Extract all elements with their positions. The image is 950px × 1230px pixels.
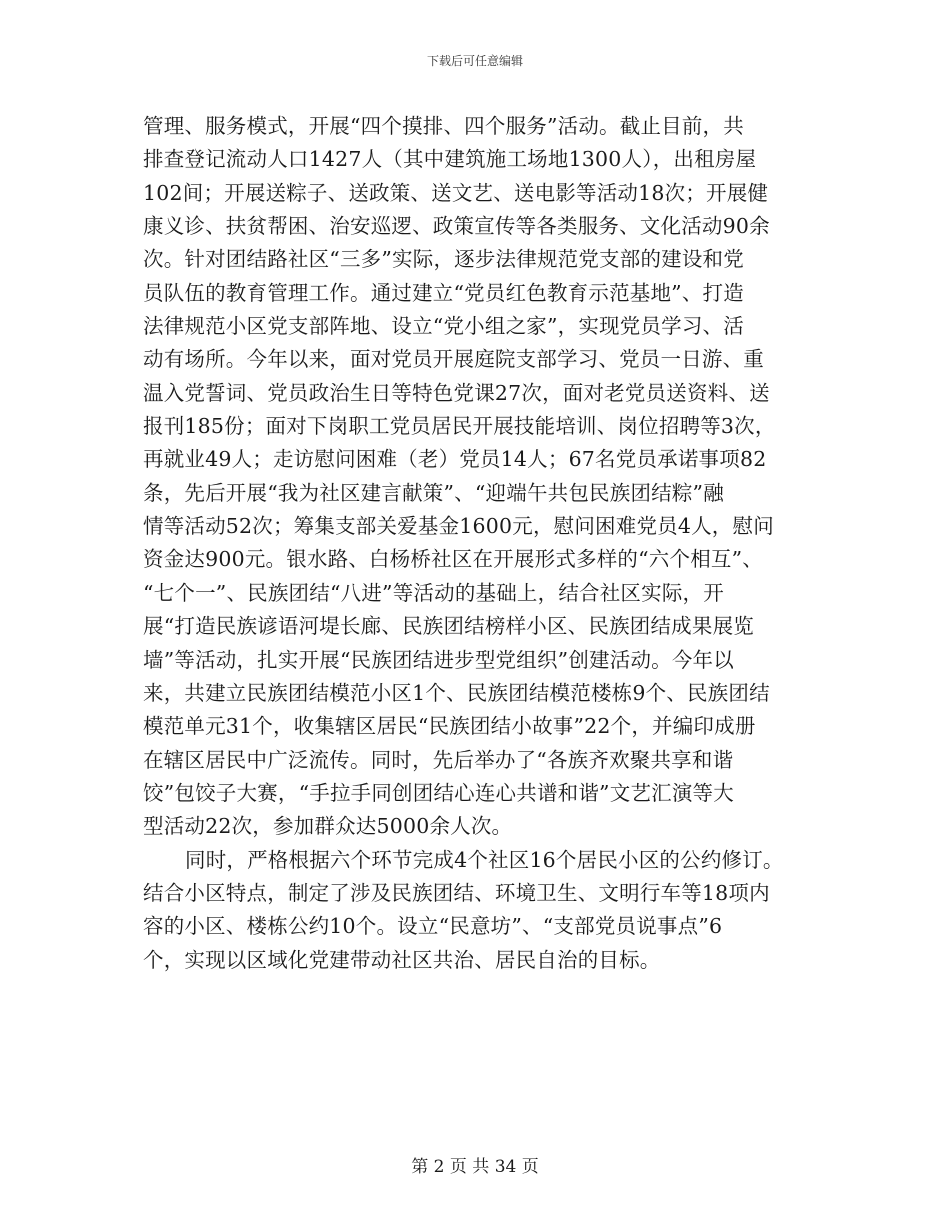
text-line: 展“打造民族谚语河堤长廊、民族团结榜样小区、民族团结成果展览 (143, 614, 754, 639)
text-line: 102间；开展送粽子、送政策、送文艺、送电影等活动18次；开展健 (143, 180, 769, 205)
paragraph-1 (143, 110, 823, 844)
text-line: 动有场所。今年以来，面对党员开展庭院支部学习、党员一日游、重 (143, 347, 764, 372)
text-line: 结合小区特点，制定了涉及民族团结、环境卫生、文明行车等18项内 (143, 880, 770, 905)
text-line: 情等活动52次；筹集支部关爱基金1600元，慰问困难党员4人，慰问 (143, 514, 774, 539)
text-line: “七个一”、民族团结“八进”等活动的基础上，结合社区实际，开 (143, 580, 724, 605)
text-line: 容的小区、楼栋公约10个。设立“民意坊”、“支部党员说事点”6 (143, 914, 723, 939)
text-line: 条，先后开展“我为社区建言献策”、“迎端午共包民族团结粽”融 (143, 480, 724, 505)
text-line: 同时，严格根据六个环节完成4个社区16个居民小区的公约修订。 (185, 847, 784, 872)
text-line: 个，实现以区域化党建带动社区共治、居民自治的目标。 (143, 947, 661, 972)
text-line: 在辖区居民中广泛流传。同时，先后举办了“各族齐欢聚共享和谐 (143, 747, 734, 772)
text-line: 来，共建立民族团结模范小区1个、民族团结模范楼栋9个、民族团结 (143, 680, 770, 705)
text-line: 员队伍的教育管理工作。通过建立“党员红色教育示范基地”、打造 (143, 280, 744, 305)
text-line: 报刊185份；面对下岗职工党员居民开展技能培训、岗位招聘等3次， (143, 414, 776, 439)
document-body (143, 110, 823, 977)
text-line: 温入党誓词、党员政治生日等特色党课27次，面对老党员送资料、送 (143, 380, 770, 405)
text-line: 排查登记流动人口1427人（其中建筑施工场地1300人），出租房屋 (143, 147, 757, 172)
text-line: 再就业49人；走访慰问困难（老）党员14人；67名党员承诺事项82 (143, 447, 767, 472)
text-line: 墙”等活动，扎实开展“民族团结进步型党组织”创建活动。今年以 (143, 647, 734, 672)
text-line: 法律规范小区党支部阵地、设立“党小组之家”，实现党员学习、活 (143, 314, 744, 339)
text-line: 管理、服务模式，开展“四个摸排、四个服务”活动。截止目前，共 (143, 114, 744, 138)
paragraph-2 (143, 844, 823, 977)
text-line: 模范单元31个，收集辖区居民“民族团结小故事”22个，并编印成册 (143, 714, 756, 739)
header-note: 下载后可任意编辑 (426, 54, 523, 68)
text-line: 型活动22次，参加群众达5000余人次。 (143, 814, 513, 839)
text-line: 资金达900元。银水路、白杨桥社区在开展形式多样的“六个相互”、 (143, 547, 763, 572)
text-line: 康义诊、扶贫帮困、治安巡逻、政策宣传等各类服务、文化活动90余 (143, 214, 770, 239)
text-line: 饺”包饺子大赛，“手拉手同创团结心连心共谱和谐”文艺汇演等大 (143, 780, 734, 805)
text-line: 次。针对团结路社区“三多”实际，逐步法律规范党支部的建设和党 (143, 247, 744, 272)
page-number-footer: 第 2 页 共 34 页 (411, 1157, 539, 1177)
